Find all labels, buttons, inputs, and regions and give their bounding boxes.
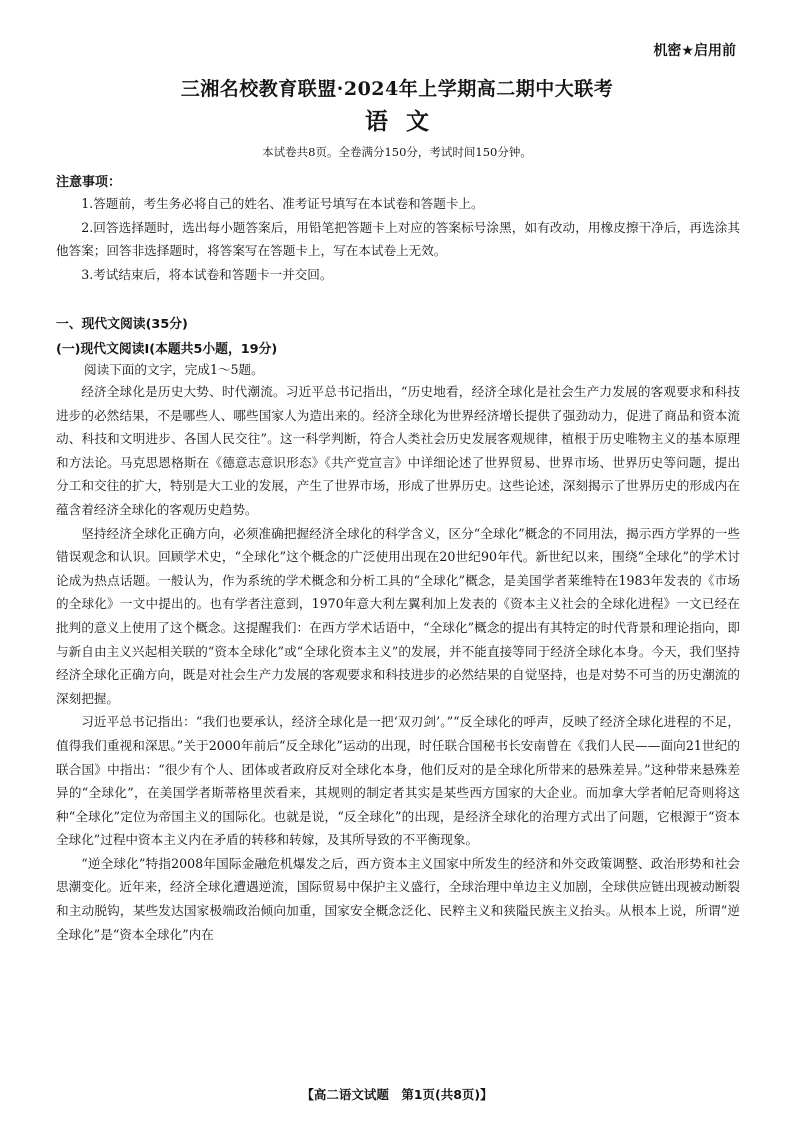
notice-item: 1.答题前，考生务必将自己的姓名、准考证号填写在本试卷和答题卡上。	[81, 196, 484, 211]
exam-title: 三湘名校教育联盟·2024年上学期高二期中大联考	[180, 78, 614, 100]
confidential-label: 机密★启用前	[653, 43, 736, 59]
reading-passage	[56, 380, 740, 946]
subject-title: 语文	[365, 109, 447, 135]
passage-paragraph: 经济全球化是历史大势、时代潮流。习近平总书记指出，“历史地看，经济全球化是社会生产力发展的客观要求和科技进步的必然结果，不是哪些人、哪些国家人为造出来的。经济全球化为世界经济增长提供了强劲动力，促进了商品和资本流动、科技和文明进步、各国人民交往”。这一科学判断，符合人类社会历史发展客观规律，植根于历史唯物主义的基本原理和方法论。马克思恩格斯在《德意志意识形态》《共产党宣言》中详细论述了世界贸易、世界市场、世界历史等问题，提出分工和交往的扩大，特别是大工业的发展，产生了世界市场，形成了世界历史。这些论述，深刻揭示了世界历史的形成内在蕴含着经济全球化的客观历史趋势。	[56, 384, 740, 517]
page-footer: 【高二语文试题 第1页(共8页)】	[301, 1087, 493, 1102]
notice-list	[56, 192, 740, 286]
notice-item: 2.回答选择题时，选出每小题答案后，用铅笔把答题卡上对应的答案标号涂黑，如有改动，用橡皮擦干净后，再选涂其他答案；回答非选择题时，将答案写在答题卡上，写在本试卷上无效。	[56, 219, 740, 258]
section-title: 一、现代文阅读(35分)	[56, 317, 188, 332]
passage-paragraph: 习近平总书记指出：“我们也要承认，经济全球化是一把‘双刃剑’。”“反全球化的呼声，反映了经济全球化进程的不足，值得我们重视和深思。”关于2000年前后“反全球化”运动的出现，时任联合国秘书长安南曾在《我们人民——面向21世纪的联合国》中指出：“很少有个人、团体或者政府反对全球化本身，他们反对的是全球化所带来的悬殊差异。”这种带来悬殊差异的“全球化”，在美国学者斯蒂格里茨看来，其规则的制定者其实是某些西方国家的大企业。而加拿大学者帕尼奇则将这种“全球化”定位为帝国主义的国际化。也就是说，“反全球化”的出现，是经济全球化的治理方式出了问题，它根源于“资本全球化”过程中资本主义内在矛盾的转移和转嫁，及其所导致的不平衡现象。	[56, 714, 740, 848]
notice-item: 3.考试结束后，将本试卷和答题卡一并交回。	[81, 266, 333, 282]
subsection-title: (一)现代文阅读Ⅰ(本题共5小题，19分)	[56, 342, 278, 357]
notice-title: 注意事项：	[56, 175, 122, 190]
passage-paragraph: 坚持经济全球化正确方向，必须准确把握经济全球化的科学含义，区分“全球化”概念的不同用法，揭示西方学界的一些错误观念和认识。回顾学术史，“全球化”这个概念的广泛使用出现在20世纪90年代。新世纪以来，围绕“全球化”的学术讨论成为热点话题。一般认为，作为系统的学术概念和分析工具的“全球化”概念，是美国学者莱维特在1983年发表的《市场的全球化》一文中提出的。也有学者注意到，1970年意大利左翼利加上发表的《资本主义社会的全球化进程》一文已经在批判的意义上使用了这个概念。这提醒我们：在西方学术话语中，“全球化”概念的提出有其特定的时代背景和理论指向，即与新自由主义兴起相关联的“资本全球化”或“全球化资本主义”的发展，并不能直接等同于经济全球化本身。今天，我们坚持经济全球化正确方向，既是对社会生产力发展的客观要求和科技进步的必然结果的自觉坚持，也是对势不可当的历史潮流的深刻把握。	[56, 525, 740, 706]
exam-info: 本试卷共8页。全卷满分150分，考试时间150分钟。	[262, 145, 532, 159]
reading-instruction: 阅读下面的文字，完成1～5题。	[84, 362, 264, 377]
passage-paragraph: “逆全球化”特指2008年国际金融危机爆发之后，西方资本主义国家中所发生的经济和外交政策调整、政治形势和社会思潮变化。近年来，经济全球化遭遇逆流，国际贸易中保护主义盛行，全球治理中单边主义加剧，全球供应链出现被动断裂和主动脱钩，某些发达国家极端政治倾向加重，国家安全概念泛化、民粹主义和狭隘民族主义抬头。从根本上说，所谓“逆全球化”是“资本全球化”内在	[56, 855, 740, 942]
